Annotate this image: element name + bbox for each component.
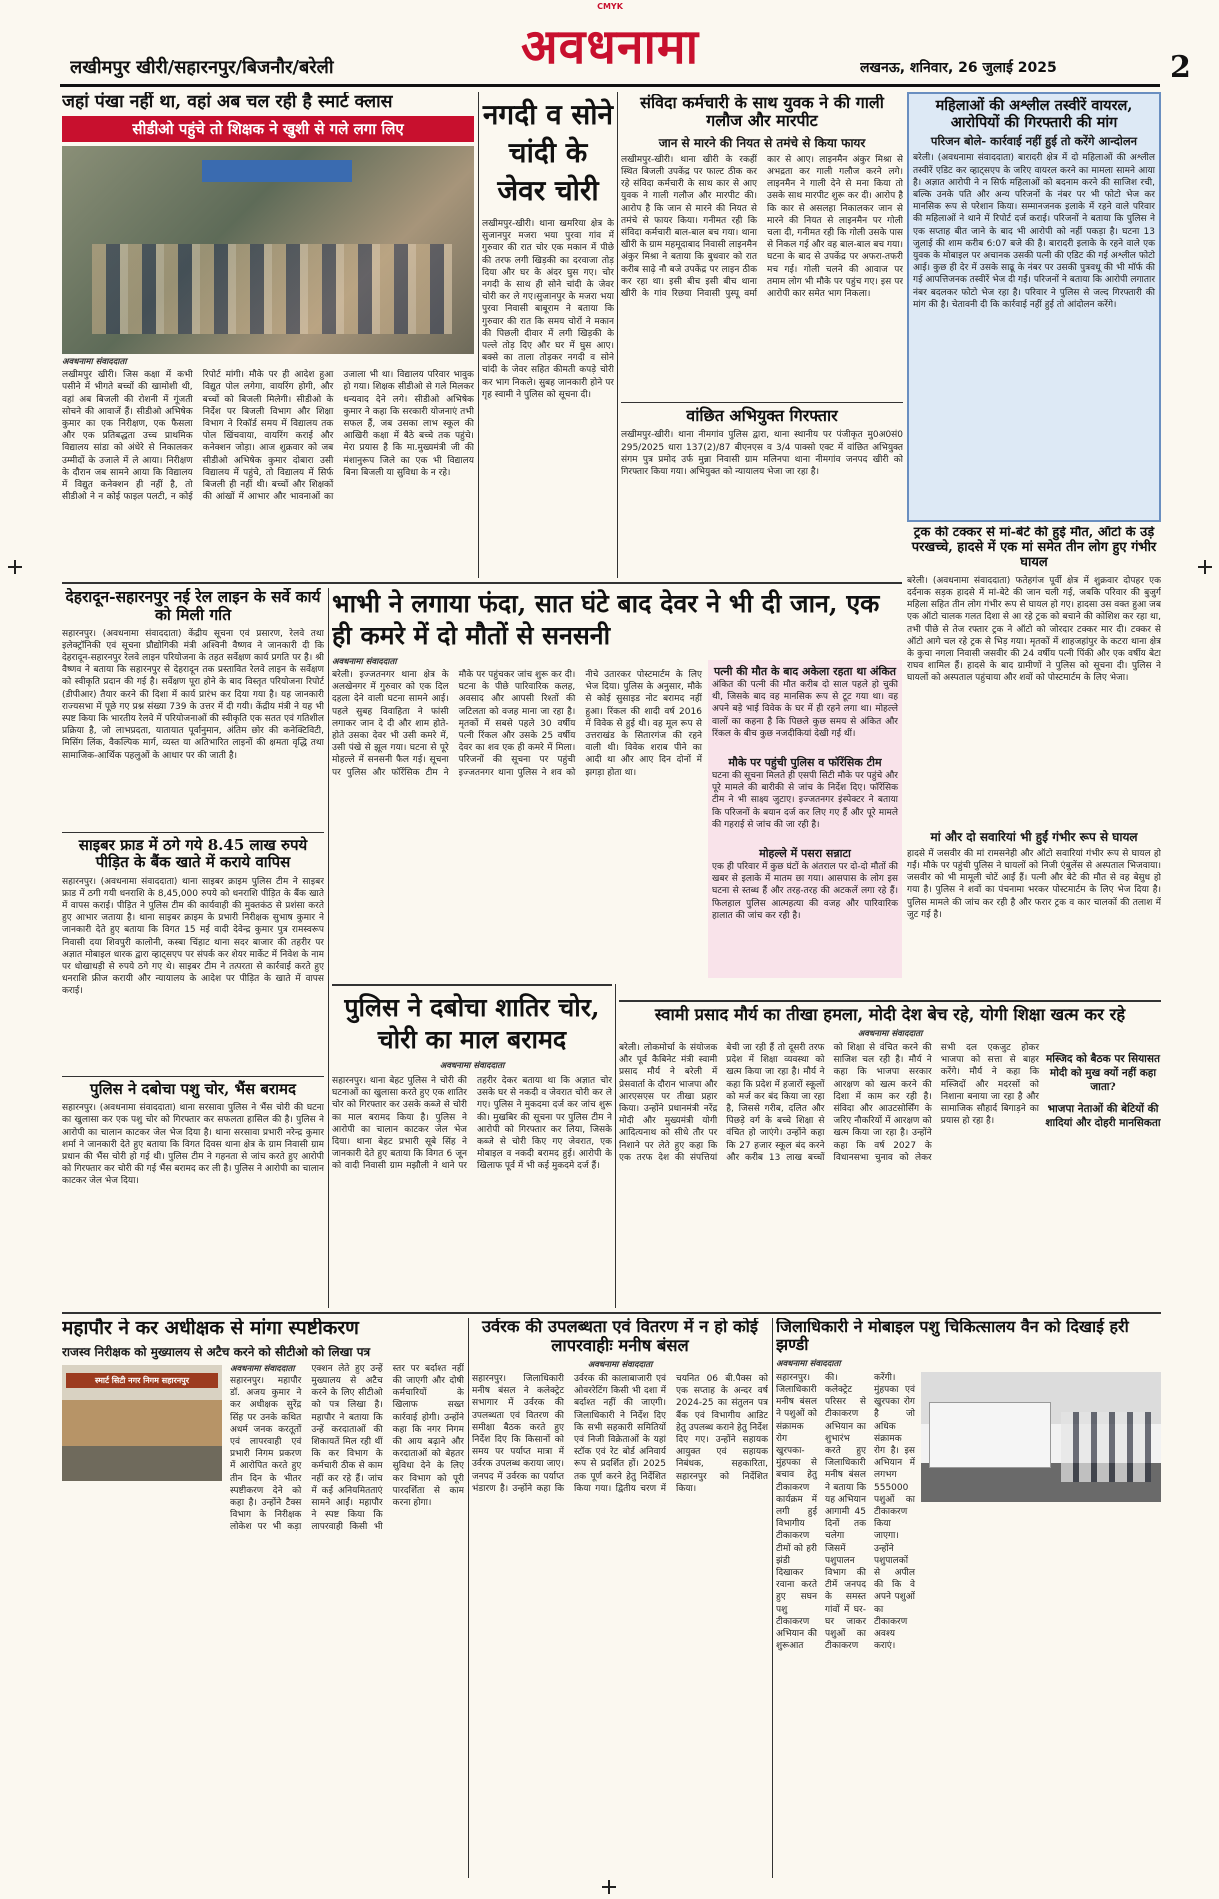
- vet-headline: जिलाधिकारी ने मोबाइल पशु चिकित्सालय वैन को दिखाई हरी झण्डी: [776, 1318, 1129, 1355]
- truck-headline: ट्रक की टक्कर से मां-बेटे की हुई मौत, ऑटो के उड़े परखच्चे, हादसे में एक मां समेत तीन लोग हुए गंभीर घायल: [911, 526, 1157, 570]
- school-photo-caption: अवधनामा संवाददाता: [62, 357, 127, 368]
- cyber-story: [62, 832, 324, 1072]
- hanging-body-text: बरेली। इज्जतनगर थाना क्षेत्र के अलखेनगर में गुरुवार को एक दिल दहला देने वाली घटना सामने आई। पहले सुबह विवाहिता ने फांसी लगाकर जान दे दी और शाम होते-होते उसका देवर भी उसी कमरे में, उसी पंखे से झूल गया। घटना से पूरे मोहल्ले में सनसनी फैल गई। सूचना पर पुलिस और फॉरेंसिक टीम ने मौके पर पहुंचकर जांच शुरू कर दी। घटना के पीछे पारिवारिक कलह, अवसाद और आपसी रिश्तों की जटिलता को वजह माना जा रहा है। मृतकों में सबसे पहले 30 वर्षीय पत्नी रिंकल और उसके 25 वर्षीय देवर का शव एक ही कमरे में मिला। परिजनों की सूचना पर पहुंची इज्जतनगर थाना पुलिस ने शव को नीचे उतारकर पोस्टमार्टम के लिए भेज दिया। पुलिस के अनुसार, मौके से कोई सुसाइड नोट बरामद नहीं हुआ। रिंकल की शादी वर्ष 2016 में विवेक से हुई थी। वह मूल रूप से उत्तराखंड के सितारगंज की रहने वाली थी। विवेक शराब पीने का आदी था और आए दिन दोनों में झगड़ा होता था।: [332, 670, 702, 778]
- registration-mark-bottom: [602, 1880, 616, 1894]
- fertilizer-story: [472, 1318, 768, 1878]
- divider: [468, 1318, 469, 1878]
- arrest-body: [621, 429, 903, 549]
- vet-photo: [921, 1372, 1161, 1502]
- contract-body-text: लखीमपुर-खीरी। थाना खीरी के रकहीं स्थित बिजली उपकेंद्र पर फाल्ट ठीक कर रहे संविदा कर्मचारी के साथ कार से आए युवक ने गाली गलौज और मारपीट की। आरोप है कि जान से मारने की नियत से तमंचे से फायर किया। गनीमत रही कि संविदा कर्मचारी बाल-बाल बच गया। थाना खीरी के ग्राम महमूदाबाद निवासी लाइनमैन अंकुर मिश्रा ने बताया कि बुधवार को रात करीब साढ़े नौ बजे उपकेंद्र पर लाइन ठीक कर रहा था। इसी बीच इसी बीच थाना खीरी के गांव रिछया निवासी पुस्पू वर्मा कार से आए। लाइनमैन अंकुर मिश्रा से अभद्रता कर गाली गलौज करने लगे। लाइनमैन ने गाली देने से मना किया तो उसके साथ मारपीट शुरू कर दी। आरोप है कि कार से असलहा निकालकर जान से मारने की नियत से लाइनमैन पर गोली चला दी, गनीमत रही कि गोली उसके पास से निकल गई और वह बाल-बाल बच गया। घटना के बाद से उपकेंद्र पर अफरा-तफरी मच गई। गोली चलने की आवाज पर तमाम लोग भी मौके पर पहुंच गए। इस पर आरोपी कार समेत भाग निकला।: [621, 154, 903, 300]
- thief-headline: पुलिस ने दबोचा शातिर चोर, चोरी का माल बरामद: [344, 993, 600, 1054]
- vet-body-text: सहारनपुर। जिलाधिकारी मनीष बंसल ने पशुओं को संक्रामक रोग खुरपका-मुंहपका से बचाव हेतु टीकाकरण कार्यक्रम में लगी हुई विभागीय टीकाकरण टीमों को हरी झंडी दिखाकर रवाना करते हुए सघन पशु टीकाकरण अभियान की शुरूआत की। कलेक्ट्रेट परिसर से टीकाकरण अभियान का शुभारंभ करते हुए जिलाधिकारी मनीष बंसल ने बताया कि यह अभियान आगामी 45 दिनों तक चलेगा जिसमें पशुपालन विभाग की टीमें जनपद के समस्त गांवों में घर-घर जाकर पशुओं का टीकाकरण करेंगी। मुंहपका एवं खुरपका रोग है जो अधिक संक्रामक रोग है। इस अभियान में लगभग 555000 पशुओं का टीकाकरण किया जाएगा। उन्होंने पशुपालकों से अपील की कि वे अपने पशुओं का टीकाकरण अवश्य कराएं।: [776, 1372, 915, 1652]
- photos-body: [913, 152, 1155, 492]
- thief-byline: अवधनामा संवाददाता: [439, 1061, 505, 1071]
- truck-body2: [907, 848, 1161, 996]
- vet-byline: अवधनामा संवाददाता: [776, 1358, 841, 1369]
- school-photo: [62, 146, 474, 354]
- fertilizer-byline: अवधनामा संवाददाता: [587, 1359, 653, 1370]
- mahapaur-photo-caption: अवधनामा संवाददाता: [230, 1363, 295, 1374]
- divider: [772, 1318, 773, 1878]
- fertilizer-body: [472, 1373, 768, 1863]
- cattle-headline: पुलिस ने दबोचा पशु चोर, भैंस बरामद: [90, 1080, 296, 1098]
- hanging-body: [332, 669, 702, 973]
- cattle-body-text: सहारनपुर। (अवधनामा संवाददाता) थाना सरसावा पुलिस ने भैंस चोरी की घटना का खुलासा कर एक पशु चोर को गिरफ्तार कर सफलता हासिल की है। पुलिस ने आरोपी का चालान काटकर जेल भेज दिया है। थाना सरसावा प्रभारी नरेन्द्र कुमार शर्मा ने जानकारी देते हुए बताया कि विगत दिवस थाना क्षेत्र के ग्राम निवासी ग्राम प्रधान की भैंस चोरी हो गई थी। पुलिस टीम ने गहनता से जांच करते हुए आरोपी को गिरफ्तार कर चोरी की गई भैंस बरामद कर ली है। पुलिस ने आरोपी का चालान काटकर जेल भेज दिया।: [62, 1103, 324, 1187]
- hanging-story: [332, 588, 902, 978]
- vet-photo-people: [1061, 1412, 1151, 1482]
- photos-subhead: परिजन बोले- कार्रवाई नहीं हुई तो करेंगे आन्दोलन: [930, 134, 1138, 149]
- maurya-sidebox: [1045, 1052, 1161, 1302]
- fertilizer-headline: उर्वरक की उपलब्धता एवं वितरण में न हो कोई लापरवाहीः मनीष बंसल: [481, 1318, 759, 1355]
- hanging-headline: भाभी ने लगाया फंदा, सात घंटे बाद देवर ने भी दी जान, एक ही कमरे में दो मौतों से सनसनी: [332, 589, 880, 650]
- arrest-body-text: लखीमपुर-खीरी। थाना नीमगांव पुलिस द्वारा, थाना स्थानीय पर पंजीकृत मु0अ0सं0 295/2025 धारा 137(2)/87 बीएनएस व 3/4 पाक्सो एक्ट में वांछित अभियुक्त संगम पुत्र प्रमोद उर्फ मुन्ना निवासी ग्राम मलिनपा थाना नीमगांव जनपद खीरी को गिरफ्तार किया गया। अभियुक्त को न्यायालय भेजा जा रहा है।: [621, 430, 903, 477]
- cyber-body-text: सहारनपुर। (अवधनामा संवाददाता) थाना साइबर क्राइम पुलिस टीम ने साइबर फ्राड में ठगी गयी धनराशि के 8,45,000 रुपये को धनराशि पीड़ित के बैंक खाते में वापस कराई। पीड़ित ने पुलिस टीम की कार्यवाही की मुक्तकंठ से प्रशंसा करते हुए आभार जताया है। थाना साइबर क्राइम के प्रभारी निरीक्षक सुभाष कुमार ने जानकारी देते हुए बताया कि विगत 15 मई वादी देवेन्द्र कुमार पुत्र रामस्वरूप निवासी दया शिवपुरी कालोनी, कस्बा चिंहाट थाना सदर बाजार की तहरीर पर अज्ञात मोबाइल धारक द्वारा व्हाट्सएप पर संपर्क कर शेयर मार्केट में निवेश के नाम पर धोखाधड़ी से रुपये ठगे गए थे। साइबर टीम ने तत्परता से कार्रवाई करते हुए धनराशि फ्रीज करायी और न्यायालय के आदेश पर पीड़ित के खाते में वापस कराई।: [62, 876, 324, 997]
- school-subhead: सीडीओ पहुंचे तो शिक्षक ने खुशी से गले लगा लिए: [62, 116, 474, 142]
- rail-body: [62, 628, 324, 808]
- dateline: लखनऊ, शनिवार, 26 जुलाई 2025: [860, 60, 1057, 76]
- contract-story: [621, 94, 903, 394]
- mahapaur-photo-sign: स्मार्ट सिटी नगर निगम सहारनपुर: [66, 1373, 218, 1388]
- truck-subhead: मां और दो सवारियां भी हुईं गंभीर रूप से घायल: [930, 829, 1138, 844]
- maurya-box-title: मस्जिद को बैठक पर सियासत मोदी को मुख क्यों नहीं कहा जाता?: [1046, 1053, 1160, 1093]
- cattle-story: [62, 1076, 324, 1312]
- registration-mark-left: [8, 560, 22, 574]
- photos-body-text: बरेली। (अवधनामा संवाददाता) बारादरी क्षेत्र में दो महिलाओं की अश्लील तस्वीरें एडिट कर व्हाट्सएप के जरिए वायरल करने का मामला सामने आया है। अज्ञात आरोपी ने न सिर्फ महिलाओं को बदनाम करने की साजिश रची, बल्कि उनके पति और अन्य परिजनों के नंबर पर भी फोटो भेज कर मानसिक रूप से परेशान किया। सम्मानजनक इलाके में रहने वाले परिवार की महिलाओं ने थाने में रिपोर्ट दर्ज कराई। परिजनों ने बताया कि पुलिस ने एक सप्ताह बीत जाने के बाद भी आरोपी को नहीं पकड़ा है। घटना 13 जुलाई की शाम करीब 6:07 बजे की है। बारादरी इलाके के रहने वाले एक युवक के मोबाइल पर अचानक उसकी पत्नी की एडिट की गई अश्लील फोटो आई। कुछ ही देर में उसके साढू के नंबर पर उसकी पुत्रवधू की भी मॉर्फ की गई आपत्तिजनक तस्वीरें भेज दी गईं। परिजनों ने बताया कि आरोपी लगातार नंबर बदलकर फोटो भेज रहा है। परिवार ने पुलिस से जल्द गिरफ्तारी की मांग की है। चेतावनी दी कि कार्रवाई नहीं हुई तो आंदोलन करेंगे।: [913, 153, 1155, 310]
- masthead: [0, 0, 1219, 88]
- mahapaur-body-text: सहारनपुर। महापौर डॉ. अजय कुमार ने कर अधीक्षक सुरेंद्र सिंह पर उनके कथित अधर्म जनक करतूतों एवं लापरवाही एवं प्रभारी निगम प्रकरण में आरोपित करते हुए तीन दिन के भीतर स्पष्टीकरण देने को कहा है। उन्होंने टैक्स विभाग के निरीक्षक लोकेश पर भी कड़ा एक्शन लेते हुए उन्हें मुख्यालय से अटैच करने के लिए सीटीओ को पत्र लिखा है। महापौर ने बताया कि उन्हें करदाताओं की शिकायतें मिल रही थीं कि कर विभाग के कर्मचारी ठीक से काम नहीं कर रहे हैं। जांच में कई अनियमितताएं सामने आईं। महापौर ने स्पष्ट किया कि लापरवाही किसी भी स्तर पर बर्दाश्त नहीं की जाएगी और दोषी कर्मचारियों के खिलाफ सख्त कार्रवाई होगी। उन्होंने कहा कि नगर निगम की आय बढ़ाने और करदाताओं को बेहतर सुविधा देने के लिए कर विभाग को पूरी पारदर्शिता से काम करना होगा।: [230, 1363, 464, 1533]
- photos-headline: महिलाओं की अश्लील तस्वीरें वायरल, आरोपियों की गिरफ्तारी की मांग: [935, 97, 1133, 131]
- box2-title: मौके पर पहुंची पुलिस व फॉरेंसिक टीम: [728, 756, 882, 769]
- truck-body2-text: हादसे में जसवीर की मां रामसनेही और ऑटो सवारियां गंभीर रूप से घायल हो गईं। मौके पर पहुंची पुलिस ने घायलों को निजी एंबुलेंस से अस्पताल भिजवाया। जसवीर को भी मामूली चोटें आईं हैं। पत्नी और बेटे की मौत से वह बेसुध हो गया है। पुलिस ने शवों का पंचनामा भरकर पोस्टमार्टम के लिए भेज दिया है। पुलिस मामले की जांच कर रही है और फरार ट्रक व कार चालकों की तलाश में जुट गई है।: [907, 848, 1161, 920]
- box3-body: एक ही परिवार में कुछ घंटों के अंतराल पर दो-दो मौतों की खबर से इलाके में मातम छा गया। आसपास के लोग इस घटना से स्तब्ध हैं और तरह-तरह की अटकलें लगा रहे हैं। फिलहाल पुलिस आत्महत्या की वजह और पारिवारिक हालात की जांच कर रही है।: [712, 862, 898, 921]
- maurya-box2-title: भाजपा नेताओं की बेटियों की शादियां और दोहरी मानसिकता: [1045, 1103, 1161, 1129]
- vet-photo-van: [929, 1402, 1051, 1468]
- divider: [62, 1312, 1161, 1314]
- school-photo-banner: [202, 160, 352, 182]
- vet-story: [776, 1318, 1161, 1878]
- logo-text: अवधनामा: [520, 19, 700, 75]
- jewel-story: [482, 96, 614, 578]
- school-body: [62, 369, 474, 578]
- maurya-body-text: बरेली। लोकमोर्चा के संयोजक और पूर्व कैबिनेट मंत्री स्वामी प्रसाद मौर्य ने बरेली में प्रेसवार्ता के दौरान भाजपा और आरएसएस पर तीखा प्रहार किया। उन्होंने प्रधानमंत्री नरेंद्र मोदी और मुख्यमंत्री योगी आदित्यनाथ को सीधे तौर पर निशाने पर लेते हुए कहा कि एक तरफ देश की संपत्तियां बेची जा रही हैं तो दूसरी तरफ प्रदेश में शिक्षा व्यवस्था को खत्म किया जा रहा है। मौर्य ने कहा कि प्रदेश में हजारों स्कूलों को मर्ज कर बंद किया जा रहा है, जिससे गरीब, दलित और पिछड़े वर्ग के बच्चे शिक्षा से वंचित हो जाएंगे। उन्होंने कहा कि 27 हजार स्कूल बंद करने और करीब 13 लाख बच्चों को शिक्षा से वंचित करने की साजिश चल रही है। मौर्य ने कहा कि भाजपा सरकार आरक्षण को खत्म करने की दिशा में काम कर रही है। संविदा और आउटसोर्सिंग के जरिए नौकरियों में आरक्षण को खत्म किया जा रहा है। उन्होंने कहा कि वर्ष 2027 के विधानसभा चुनाव को लेकर सभी दल एकजुट होकर भाजपा को सत्ता से बाहर करेंगे। मौर्य ने कहा कि मस्जिदों और मदरसों को निशाना बनाया जा रहा है और सामाजिक सौहार्द बिगाड़ने का प्रयास हो रहा है।: [619, 1042, 1039, 1163]
- jewel-body-text: लखीमपुर-खीरी। थाना खमरिया क्षेत्र के सुजानपुर मजरा भया पुरवा गांव में गुरुवार की रात चोर एक मकान में पीछे की तरफ लगी खिड़की का दरवाजा तोड़ दिया और घर के अंदर घुस गए। चोर नगदी के साथ ही सोने चांदी के जेवर चोरी कर ले गए।सुजानपुर के मजरा भया पुरवा निवासी बाबूराम ने बताया कि गुरुवार की रात कि समय चोरों ने मकान की पिछली दीवार में लगी खिड़की के पल्ले तोड़ दिए और घर में घुस आए। बक्से का ताला तोड़कर नगदी व सोने चांदी के जेवर सहित कीमती कपड़े चोरी कर भाग निकले। सुबह जानकारी होने पर गृह स्वामी ने पुलिस को सूचना दी।: [482, 219, 614, 400]
- rail-story: [62, 588, 324, 828]
- hanging-byline: अवधनामा संवाददाता: [332, 657, 397, 667]
- contract-body: [621, 154, 903, 374]
- truck-story: [907, 526, 1161, 996]
- school-photo-children: [92, 244, 452, 334]
- cyber-headline: साइबर फ्राड में ठगे गये 8.45 लाख रुपये पीड़ित के बैंक खाते में कराये वापिस: [78, 836, 308, 872]
- school-story: [62, 92, 474, 578]
- thief-story: [332, 984, 612, 1308]
- vet-body: [776, 1372, 915, 1852]
- maurya-byline: अवधनामा संवाददाता: [857, 1028, 923, 1039]
- photos-story: [907, 92, 1161, 522]
- jewel-body: [482, 218, 614, 518]
- divider: [615, 984, 616, 1308]
- box1-body: अंकित की पत्नी की मौत करीब दो साल पहले हो चुकी थी, जिसके बाद वह मानसिक रूप से टूट गया था। वह अपने बड़े भाई विवेक के घर में ही रहने लगा था। मोहल्ले वालों का कहना है कि पिछले कुछ समय से अंकित और रिंकल के बीच कुछ नजदीकियां देखी गई थीं।: [712, 680, 898, 739]
- truck-body: [907, 575, 1161, 825]
- divider: [478, 92, 479, 578]
- contract-headline: संविदा कर्मचारी के साथ युवक ने की गाली गलौज और मारपीट: [640, 94, 884, 131]
- page-number: 2: [1170, 50, 1191, 84]
- arrest-headline: वांछित अभियुक्त गिरफ्तार: [686, 406, 838, 425]
- maurya-body: [619, 1042, 1039, 1298]
- cyber-body: [62, 876, 324, 1056]
- school-body-text: लखीमपुर खीरी। जिस कक्षा में कभी पसीने में भीगते बच्चों की खामोशी थी, वहां अब बिजली की रोशनी में गूंजती सोचने की आवाजें हैं। सीडीओ अभिषेक कुमार का एक निरीक्षण, एक फैसला और एक प्रतिबद्धता उच्च प्राथमिक विद्यालय सांडा को अंधेरे से निकालकर उम्मीदों के उजाले में ले आया। निरीक्षण के दौरान जब सामने आया कि विद्यालय में विद्युत कनेक्शन ही नहीं है, तो सीडीओ ने न कोई फाइल पलटी, न कोई रिपोर्ट मांगी। मौके पर ही आदेश हुआ विद्युत पोल लगेगा, वायरिंग होगी, और बच्चों को बिजली मिलेगी। सीडीओ के निर्देश पर बिजली विभाग और शिक्षा विभाग ने रिकॉर्ड समय में विद्यालय तक पोल खिंचवाया, वायरिंग कराई और कनेक्शन जोड़ा। आज शुक्रवार को जब सीडीओ अभिषेक कुमार दोबारा उसी विद्यालय में पहुंचे, तो विद्यालय में सिर्फ बिजली ही नहीं थी। बच्चों और शिक्षकों की आंखों में आभार और भावनाओं का उजाला भी था। विद्यालय परिवार भावुक हो गया। शिक्षक सीडीओ से गले मिलकर धन्यवाद देने लगे। सीडीओ अभिषेक कुमार ने कहा कि सरकारी योजनाएं तभी सफल हैं, जब उसका लाभ स्कूल की आखिरी कक्षा में बैठे बच्चे तक पहुंचे। मेरा प्रयास है कि मा.मुख्यमंत्री जी की मंशानुरूप जिले का एक भी विद्यालय बिना बिजली या सुविधा के न रहे।: [62, 370, 474, 503]
- arrest-story: [621, 402, 903, 578]
- registration-mark-right: [1198, 560, 1212, 574]
- mahapaur-body: [230, 1363, 464, 1833]
- maurya-headline: स्वामी प्रसाद मौर्य का तीखा हमला, मोदी देश बेच रहे, योगी शिक्षा खत्म कर रहे: [654, 1005, 1126, 1024]
- box2-body: घटना की सूचना मिलते ही एसपी सिटी मौके पर पहुंचे और पूरे मामले की बारीकी से जांच के निर्देश दिए। फॉरेंसिक टीम ने भी साक्ष्य जुटाए। इज्जतनगर इंस्पेक्टर ने बताया कि परिजनों के बयान दर्ज कर लिए गए हैं और पूरे मामले की गहराई से जांच की जा रही है।: [712, 771, 898, 830]
- fertilizer-body-text: सहारनपुर। जिलाधिकारी मनीष बंसल ने कलेक्ट्रेट सभागार में उर्वरक की उपलब्धता एवं वितरण की समीक्षा बैठक करते हुए निर्देश दिए कि किसानों को समय पर पर्याप्त मात्रा में उर्वरक उपलब्ध कराया जाए। जनपद में उर्वरक का पर्याप्त भंडारण है। उन्होंने कहा कि उर्वरक की कालाबाजारी एवं ओवररेटिंग किसी भी दशा में बर्दाश्त नहीं की जाएगी। जिलाधिकारी ने निर्देश दिए कि सभी सहकारी समितियों एवं निजी विक्रेताओं के यहां स्टॉक एवं रेट बोर्ड अनिवार्य रूप से प्रदर्शित हों। 2025 तक पूर्ण करने हेतु निर्देशित किया गया। द्वितीय चरण में चयनित 06 बी.पैक्स को एक सप्ताह के अन्दर वर्ष 2024-25 का संतुलन पत्र बैंक एवं विभागीय आडिट हेतु उपलब्ध कराने हेतु निर्देश दिए गए। उन्होंने सहायक आयुक्त एवं सहायक निबंधक, सहकारिता, सहारनपुर को निर्देशित किया।: [472, 1373, 768, 1494]
- divider: [617, 92, 618, 578]
- school-headline: जहां पंखा नहीं था, वहां अब चल रही है स्मार्ट क्लास: [62, 92, 393, 112]
- mahapaur-headline: महापौर ने कर अधीक्षक से मांगा स्पष्टीकरण: [62, 1318, 359, 1339]
- divider: [328, 588, 329, 1308]
- edition-label: लखीमपुर खीरी/सहारनपुर/बिजनौर/बरेली: [70, 57, 334, 78]
- newspaper-logo: [488, 14, 732, 82]
- thief-body-text: सहारनपुर। थाना बेहट पुलिस ने चोरी की घटनाओं का खुलासा करते हुए एक शातिर चोर को गिरफ्तार कर उसके कब्जे से चोरी का माल बरामद किया है। पुलिस ने आरोपी का चालान काटकर जेल भेज दिया। थाना बेहट प्रभारी सूबे सिंह ने जानकारी देते हुए बताया कि विगत 6 जून को वादी निवासी ग्राम मझौली ने थाने पर तहरीर देकर बताया था कि अज्ञात चोर उसके घर से नकदी व जेवरात चोरी कर ले गए। पुलिस ने मुकदमा दर्ज कर जांच शुरू की। मुखबिर की सूचना पर पुलिस टीम ने आरोपी को गिरफ्तार कर लिया, जिसके कब्जे से चोरी किए गए जेवरात, एक मोबाइल व नकदी बरामद हुई। आरोपी के खिलाफ पूर्व में भी कई मुकदमे दर्ज हैं।: [332, 1076, 612, 1172]
- cmyk-mark: CMYK: [597, 2, 623, 11]
- truck-body-text: बरेली। (अवधनामा संवाददाता) फतेहगंज पूर्वी क्षेत्र में शुक्रवार दोपहर एक दर्दनाक सड़क हादसे में मां-बेटे की जान चली गई, जबकि परिवार की बुजुर्ग महिला सहित तीन लोग गंभीर रूप से घायल हो गए। हादसा उस वक्त हुआ जब एक ऑटो चालक गलत दिशा से आ रहे ट्रक को बचाने की कोशिश कर रहा था, तभी पीछे से तेज रफ्तार ट्रक ने ऑटो को जोरदार टक्कर मार दी। टक्कर से ऑटो आगे चल रहे ट्रक से भिड़ गया। मृतकों में शाहजहांपुर के कटरा थाना क्षेत्र के कुचा नगला निवासी जसवीर की 24 वर्षीय पत्नी पिंकी और एक वर्षीय बेटा राघव शामिल हैं। हादसे के बाद ग्रामीणों ने पुलिस को सूचना दी। पुलिस ने घायलों को अस्पताल पहुंचाया और शवों को पोस्टमार्टम के लिए भेजा।: [907, 575, 1161, 684]
- mahapaur-story: [62, 1318, 464, 1878]
- mahapaur-subhead: राजस्व निरीक्षक को मुख्यालय से अटैच करने को सीटीओ को लिखा पत्र: [62, 1344, 371, 1359]
- hanging-sidebox: [708, 660, 902, 978]
- box3-title: मोहल्ले में पसरा सन्नाटा: [759, 847, 851, 860]
- thief-body: [332, 1075, 612, 1265]
- rail-headline: देहरादून-सहारनपुर नई रेल लाइन के सर्वे कार्य को मिली गति: [65, 588, 321, 624]
- contract-subhead: जान से मारने की नियत से तमंचे से किया फायर: [658, 135, 866, 150]
- mahapaur-photo: [62, 1365, 222, 1481]
- jewel-headline: नगदी व सोने चांदी के जेवर चोरी: [482, 98, 614, 207]
- cattle-body: [62, 1102, 324, 1292]
- divider: [62, 582, 902, 584]
- masthead-rule: [60, 84, 1160, 87]
- rail-body-text: सहारनपुर। (अवधनामा संवाददाता) केंद्रीय सूचना एवं प्रसारण, रेलवे तथा इलेक्ट्रॉनिकी एवं सूचना प्रौद्योगिकी मंत्री अश्विनी वैष्णव ने जानकारी दी कि देहरादून-सहारनपुर रेलवे लाइन परियोजना के तहत सर्वेक्षण कार्य प्रगति पर है। श्री वैष्णव ने बताया कि सहारनपुर से देहरादून तक प्रस्तावित रेलवे लाइन के सर्वेक्षण को स्वीकृति प्रदान की गई है। सर्वेक्षण पूरा होने के बाद विस्तृत परियोजना रिपोर्ट (डीपीआर) तैयार करने की दिशा में कार्य प्रारंभ कर दिया गया है। यह जानकारी राज्यसभा में पूछे गए प्रश्न संख्या 739 के उत्तर में दी गयी। केंद्रीय मंत्री ने यह भी स्पष्ट किया कि भारतीय रेलवे में परियोजनाओं की स्वीकृति एक सतत एवं गतिशील प्रक्रिया है, जो लाभप्रदता, यातायात पूर्वानुमान, अंतिम छोर की कनेक्टिविटी, मिसिंग लिंक, वैकल्पिक मार्ग, व्यस्त या अतिभारित लाइनों की क्षमता वृद्धि तथा सामाजिक-आर्थिक पहलुओं के आधार पर की जाती है।: [62, 628, 324, 761]
- box1-title: पत्नी की मौत के बाद अकेला रहता था अंकित: [713, 665, 897, 678]
- maurya-story: [619, 1000, 1161, 1308]
